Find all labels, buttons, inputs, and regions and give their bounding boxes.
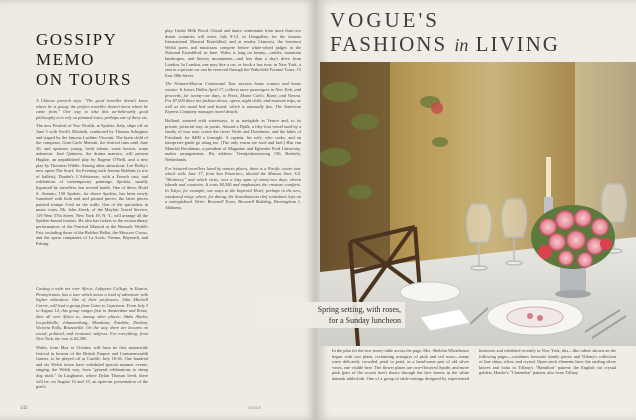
left-page xyxy=(0,0,317,420)
masthead-living: LIVING xyxy=(475,32,560,56)
title-line-1: GOSSIPY xyxy=(36,30,118,49)
article-title xyxy=(36,30,146,90)
masthead-in: in xyxy=(454,35,469,55)
holland-paragraph: Holland, amazed with waterways, is as navigable as Venice and, to its private, pictorial way, as poetic. Aboard a Djalk, a fifty-foot vessel used by a family of four may cruise the rivers Vecht and IJsselmeer, and the lakes of Friesland, for $400 a fortnight. A captain, his wife, who cooks, and an interpreter-guide go along too. (The only extras are food and fuel.) Has van Munckh Brookman, a president of Magazine and Eglantier Ford University, makes arrangements. His address: Teentjeshuizenweg 136, Boekelo, Netherlands. xyxy=(165,117,301,163)
article-column-1 xyxy=(36,98,148,249)
pacific-cruise-paragraph: For leisured travellers lured by remote places, there is a Pacific cruise tour which sails June 17, from San Francisco, aboard the Matson liner, S.S. "Monterey," and which visits, over a lazy span of ninety-two days, eleven islands and countries. It costs $4,546 and emphasizes the creature comforts. In Tokyo, for example, one stays at the Imperial Hotel, perhaps in the new, windproof wing; where, for dining, the Scandinavian chef sometimes lays on a smörgåsbord. Write: Brownell Tours, Brownell Building, Birmingham 1, Alabama. xyxy=(165,165,301,210)
page-number: 132 xyxy=(20,406,28,411)
caption-line-1: Spring setting, with roses, xyxy=(317,305,401,314)
masthead-fashions-in-living xyxy=(330,32,630,57)
masthead-vogues: VOGUE'S xyxy=(330,8,440,32)
page-credit: VOGUE xyxy=(248,406,261,410)
neiman-marcus-paragraph: The Neiman-Marcus Continental Tour stresses haute couture and haute cuisine. It leaves Dallas April 17, collects more passengers in New York, and proceeds, for twenty-one days, to Paris, Monte Carlo, Rome, and Vienna. For $7,000 there are fashion shows, opera, night clubs, and museum trips, as well as the usual bed and board, which is unusually fine. The American Express Company manages travel details. xyxy=(165,81,301,115)
right-page-body xyxy=(332,348,616,382)
spoleto-paragraph: The new Festival of Two Worlds, at Spoleto, Italy, ships off on June 5 with Verdi's Macbeth, conducted by Thomas Schippers and staged by the famous Luchino Visconti. The brain child of the composer, Gian-Carlo Menotti, the festival runs until June 26; and sponsors young, fresh talents, some known, some unknown. José Quintero, the drama maestro, will present Hughie, an unpublished play by Eugene O'Neill, and a new play by Thornton Wilder. Among other attractions: Lee Hoiby's new opera The Scarf; An Evening with Jerome Robbins (a trio of ballets); Daudet's L'Arlésienne, with a French cast; and exhibitions of contemporary paintings. Spoleto, usually bypassed by travellers, has several hotels. One of these, Hotel S. Antonio, 150 Spoleto, for above Spoleto, has been newly furnished with both real and printed pieces, the latter pieces painted trompe l'oeil on the walls. One of the specialists in music tours, Mr. John Zeeck, of the Mayfair Travel Service, 119 West 57th Street, New York 19, N. Y., will arrange all the Spoleto-bound tourists. He also has tickets to the extraordinary performances of the Festival Musical at the Brussels World's Fair, including those of the Bolshoi Ballet, the Moscow Circus, and the opera companies of La Scala, Vienna, Bayreuth, and Peking. xyxy=(36,123,148,246)
luncheon-paragraph: In the plan for the two-storey table across the page, Mrs. Sheldon Whitehouse began with two plans, reclaiming nosegays of pink and red roses—many roses delicately crowded, petal to petal, in a hand-some pair of old silver vases, one visible here. The flower plates are rose-flowered Spode, and more pink (part of the accent here) shows through the lace inserts in the white damask tablecloth. One of a group of table-settings designed by experienced hostesses and exhibited recently in New York, this—like others shown on the following pages—combines favourite family pieces and Tiffany's collection of fine china, silver, and crystal. Open-stock elements here: the sterling silver knives and forks in Tiffany's "Hamilton" pattern; the English cut crystal goblets, Hawke's "Clarendon" pattern, also from Tiffany. xyxy=(332,348,616,381)
section-masthead xyxy=(330,8,630,57)
masthead-fashions: FASHIONS xyxy=(330,32,448,56)
photo-caption xyxy=(257,302,405,328)
article-column-2 xyxy=(165,28,301,213)
wales-paragraph: Wales, from May to October, will have its first nationwide festival in honour of the British Empire and Commonwealth Games, to be played off at Cardiff, July 18-26. One hundred and six Welsh towns have scheduled special summer events: singing, the Welsh way, from "general celebrations to sheep dog trials." In Laugharne, where Dylan Thomas lived, there will be, on August 14 and 15, an open-air presentation of the poet's xyxy=(36,344,148,390)
intro-paragraph: A Chinese proverb says: "The good traveller doesn't know where he is going; the perfect traveller doesn't know where he came from." One way to take this un-believably good philosophy is to rely on planned tours, perhaps one of these six. xyxy=(36,98,148,120)
title-line-2: MEMO xyxy=(36,50,95,69)
under-milk-wood-paragraph: play, Under Milk Wood. Choral and dance contestants from more than two dozen countries will meet, July 8-13, in Llangollen, for the famous International Musical Eisteddfod; and at nearby Llanrwst, the foremost Welsh poets and musicians compete before white-robed judges at the National Eisteddfod, in June. Wales is long on beauty—castles, mountain landscapes, and literary monuments—and less than a day's drive from London. In London, one may hire a car, or book a bus tour; in New York, a seat in a private car can be reserved through the Wakefield Fortune Tours, 15 East 58th Street. xyxy=(165,28,301,78)
africa-paragraph: Casting a wide net over Africa, Lafayette College, in Easton, Pennsylvania, has a tour which mixes a load of adventure with higher education. One of their professors, John Mitchell Currie, will lead a group from Cairo to Capetown. From July 3 to August 14, this group ranges first in Amsterdam and Rome, then all over Africa to, among other places: Addis Ababa, Leopoldville, Johannesburg, Mombasa, Entebbe, Durban, Victoria Falls, Brazzaville. On the way, there are lectures on social, political, and economic subjects. For everything; from New York, the tour is $2,385. xyxy=(36,286,148,342)
article-column-1-lower xyxy=(36,286,148,393)
caption-line-2: for a Sunday luncheon xyxy=(328,316,401,325)
title-line-3: ON TOURS xyxy=(36,70,132,89)
